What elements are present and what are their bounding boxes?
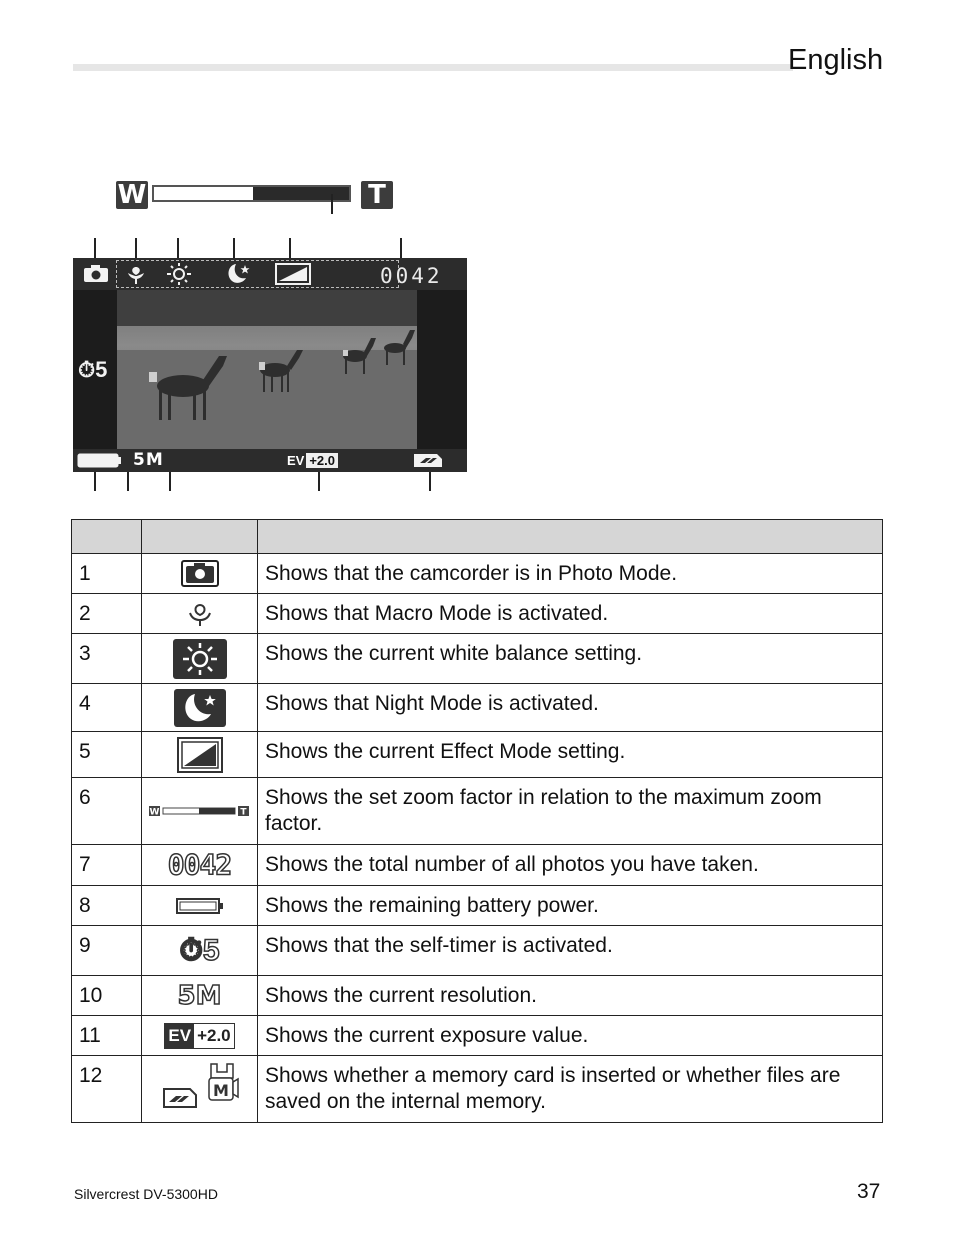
self-timer-digit: 5 bbox=[202, 933, 220, 967]
table-row bbox=[72, 1016, 883, 1056]
row-number: 7 bbox=[72, 845, 142, 886]
row-description: Shows that Macro Mode is activated. bbox=[258, 594, 883, 634]
row-number: 10 bbox=[72, 976, 142, 1016]
exposure-icon bbox=[164, 1023, 234, 1049]
zoom-bar-icon bbox=[149, 805, 251, 817]
row-description: Shows the remaining battery power. bbox=[258, 886, 883, 926]
effect-mode-icon bbox=[177, 737, 223, 773]
row-description: Shows that the self-timer is activated. bbox=[258, 926, 883, 976]
table-row bbox=[72, 778, 883, 845]
battery-icon bbox=[77, 453, 121, 468]
table-row bbox=[72, 926, 883, 976]
counter-icon: 0042 bbox=[167, 848, 232, 881]
row-description: Shows that Night Mode is activated. bbox=[258, 684, 883, 732]
battery-icon bbox=[176, 897, 224, 915]
camera-icon bbox=[181, 560, 219, 587]
resolution-icon: 5M bbox=[177, 980, 222, 1011]
row-number: 4 bbox=[72, 684, 142, 732]
row-description: Shows whether a memory card is inserted or whether files are saved on the internal memory. bbox=[258, 1056, 883, 1123]
row-number: 12 bbox=[72, 1056, 142, 1123]
sun-white-balance-icon bbox=[173, 639, 227, 679]
screen-bottom-bar bbox=[73, 449, 467, 472]
row-number: 1 bbox=[72, 554, 142, 594]
row-description: Shows the total number of all photos you have taken. bbox=[258, 845, 883, 886]
row-number: 8 bbox=[72, 886, 142, 926]
table-row bbox=[72, 976, 883, 1016]
row-description: Shows the set zoom factor in relation to the maximum zoom factor. bbox=[258, 778, 883, 845]
row-number: 3 bbox=[72, 634, 142, 684]
ev-label: EV bbox=[287, 453, 305, 468]
camera-icon bbox=[83, 265, 109, 283]
exposure-icon-value: +2.0 bbox=[194, 1024, 234, 1048]
night-moon-icon bbox=[223, 262, 253, 286]
zoom-wide-icon: W bbox=[117, 180, 147, 210]
row-description: Shows the current exposure value. bbox=[258, 1016, 883, 1056]
memory-card-icon bbox=[413, 453, 443, 468]
self-timer-icon: ⏱ bbox=[78, 357, 96, 382]
footer-model: Silvercrest DV-5300HD bbox=[74, 1186, 218, 1202]
self-timer-indicator bbox=[78, 357, 107, 383]
table-row bbox=[72, 1056, 883, 1123]
row-number: 11 bbox=[72, 1016, 142, 1056]
mode-icons-group bbox=[116, 260, 399, 288]
zoom-tele-icon: T bbox=[361, 181, 393, 209]
ev-value: +2.0 bbox=[306, 453, 338, 468]
internal-memory-icon bbox=[205, 1062, 239, 1106]
exposure-icon-label: EV bbox=[165, 1024, 194, 1048]
row-number: 5 bbox=[72, 732, 142, 778]
row-number: 9 bbox=[72, 926, 142, 976]
resolution-indicator: 5M bbox=[133, 450, 164, 470]
table-row bbox=[72, 634, 883, 684]
row-description: Shows the current resolution. bbox=[258, 976, 883, 1016]
zoom-bar-t-label: T bbox=[239, 807, 247, 818]
zoom-track bbox=[152, 185, 351, 202]
table-row bbox=[72, 732, 883, 778]
row-description: Shows that the camcorder is in Photo Mode. bbox=[258, 554, 883, 594]
callout-line-12 bbox=[429, 470, 431, 491]
camera-screen bbox=[73, 258, 467, 472]
table-header-row bbox=[72, 520, 883, 554]
callout-line-8 bbox=[94, 470, 96, 491]
photo-counter: 0042 bbox=[380, 264, 443, 288]
macro-flower-icon bbox=[187, 601, 213, 627]
table-row bbox=[72, 594, 883, 634]
zoom-bar-w-label: W bbox=[149, 807, 159, 818]
table-row bbox=[72, 886, 883, 926]
page-language: English bbox=[788, 44, 884, 76]
zoom-level-fill bbox=[253, 187, 349, 200]
table-row bbox=[72, 554, 883, 594]
macro-flower-icon bbox=[125, 263, 147, 285]
night-moon-icon bbox=[174, 689, 226, 727]
internal-memory-label: M bbox=[213, 1081, 230, 1100]
header-rule bbox=[73, 64, 793, 71]
row-number: 6 bbox=[72, 778, 142, 845]
sun-white-balance-icon bbox=[166, 262, 192, 286]
page-number: 37 bbox=[857, 1180, 881, 1203]
row-description: Shows the current Effect Mode setting. bbox=[258, 732, 883, 778]
table-row bbox=[72, 684, 883, 732]
self-timer-icon: ⏱5 bbox=[179, 933, 220, 967]
effect-mode-icon bbox=[275, 263, 311, 285]
deer-scene-photo bbox=[73, 258, 467, 472]
callout-line-10 bbox=[169, 470, 171, 491]
self-timer-value: 5 bbox=[95, 357, 108, 382]
row-description: Shows the current white balance setting. bbox=[258, 634, 883, 684]
exposure-indicator bbox=[287, 452, 338, 469]
callout-line-zoom bbox=[331, 194, 333, 214]
indicator-table bbox=[71, 519, 883, 1123]
table-row bbox=[72, 845, 883, 886]
callout-line-11 bbox=[318, 470, 320, 491]
row-number: 2 bbox=[72, 594, 142, 634]
